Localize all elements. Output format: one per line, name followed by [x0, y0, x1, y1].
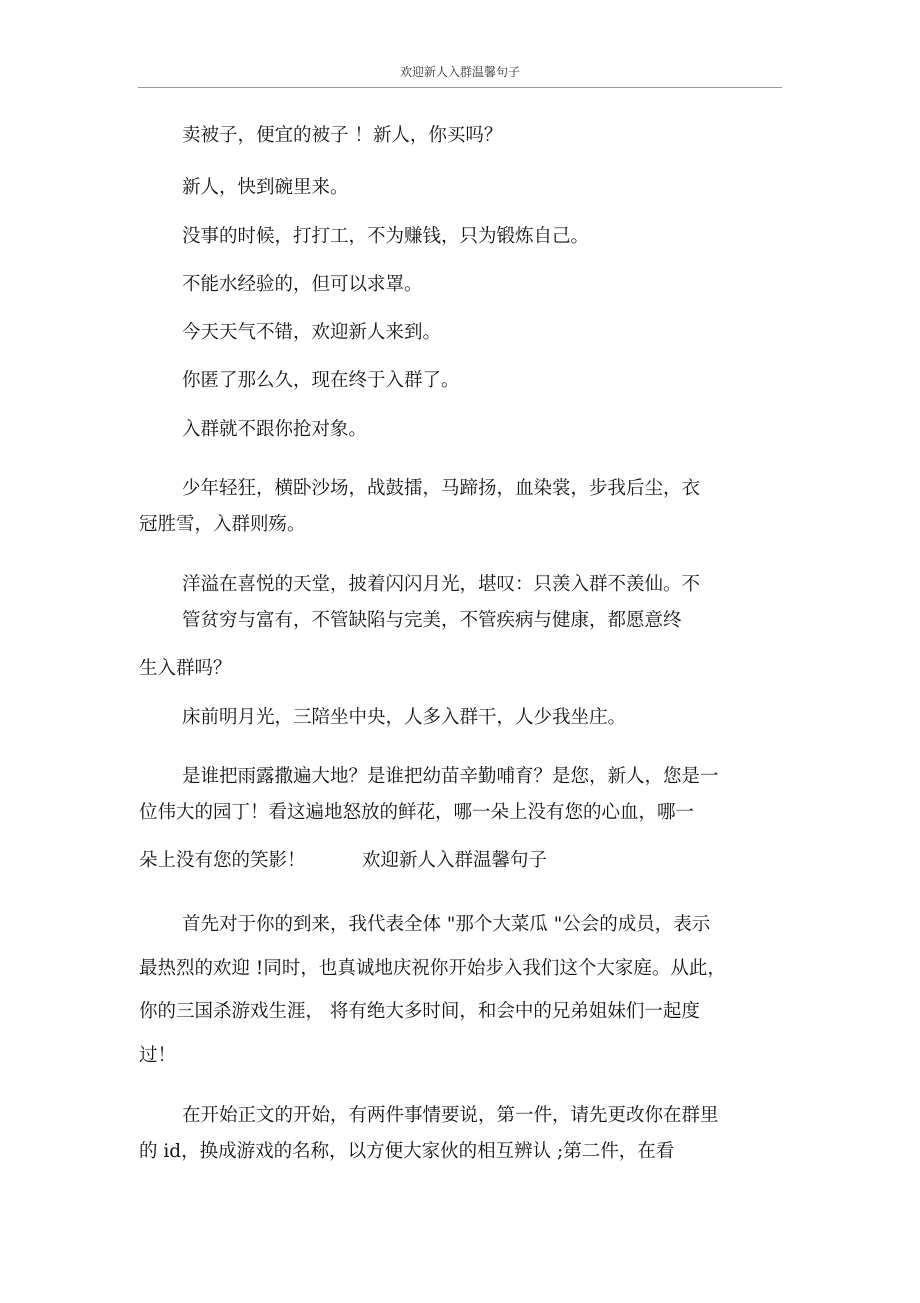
text-line: 的 id，换成游戏的名称，以方便大家伙的相互辨认 ;第二件，在看 — [139, 1141, 675, 1162]
text-line: 朵上没有您的笑影！ — [139, 850, 306, 871]
text-line: 最热烈的欢迎 !同时，也真诚地庆祝你开始步入我们这个大家庭。从此， — [139, 958, 726, 979]
text-line: 在开始正文的开始，有两件事情要说，第一件，请先更改你在群里 — [182, 1105, 719, 1126]
text-line: 没事的时候，打打工，不为赚钱，只为锻炼自己。 — [182, 226, 590, 247]
section-heading: 欢迎新人入群温馨句子 — [362, 850, 548, 871]
header-divider — [138, 87, 782, 88]
text-line: 你的三国杀游戏生涯， 将有绝大多时间，和会中的兄弟姐妹们一起度 — [139, 1001, 700, 1022]
text-line: 新人，快到碗里来。 — [182, 177, 349, 198]
text-line: 冠胜雪，入群则殇。 — [139, 514, 306, 535]
text-line: 少年轻狂，横卧沙场，战鼓擂，马蹄扬，血染裳，步我后尘，衣 — [182, 478, 701, 499]
text-line: 是谁把雨露撒遍大地？是谁把幼苗辛勤哺育？是您，新人，您是一 — [182, 766, 719, 787]
text-line: 生入群吗？ — [139, 658, 232, 679]
text-line: 床前明月光，三陪坐中央，人多入群干，人少我坐庄。 — [182, 707, 627, 728]
page-header-title: 欢迎新人入群温馨句子 — [399, 65, 520, 79]
text-line: 首先对于你的到来，我代表全体 "那个大菜瓜 "公会的成员，表示 — [182, 914, 711, 935]
text-line: 入群就不跟你抢对象。 — [182, 419, 368, 440]
text-line: 今天天气不错，欢迎新人来到。 — [182, 322, 442, 343]
text-line: 管贫穷与富有，不管缺陷与完美，不管疾病与健康，都愿意终 — [182, 610, 682, 631]
text-line: 过！ — [139, 1045, 177, 1066]
text-line: 位伟大的园丁！看这遍地怒放的鲜花，哪一朵上没有您的心血，哪一 — [139, 802, 695, 823]
text-line: 洋溢在喜悦的天堂，披着闪闪月光，堪叹：只羡入群不羡仙。不 — [182, 574, 701, 595]
text-line: 卖被子，便宜的被子 ！新人，你买吗？ — [182, 125, 503, 146]
text-line: 不能水经验的，但可以求罩。 — [182, 274, 423, 295]
text-line: 你匿了那么久，现在终于入群了。 — [182, 370, 460, 391]
